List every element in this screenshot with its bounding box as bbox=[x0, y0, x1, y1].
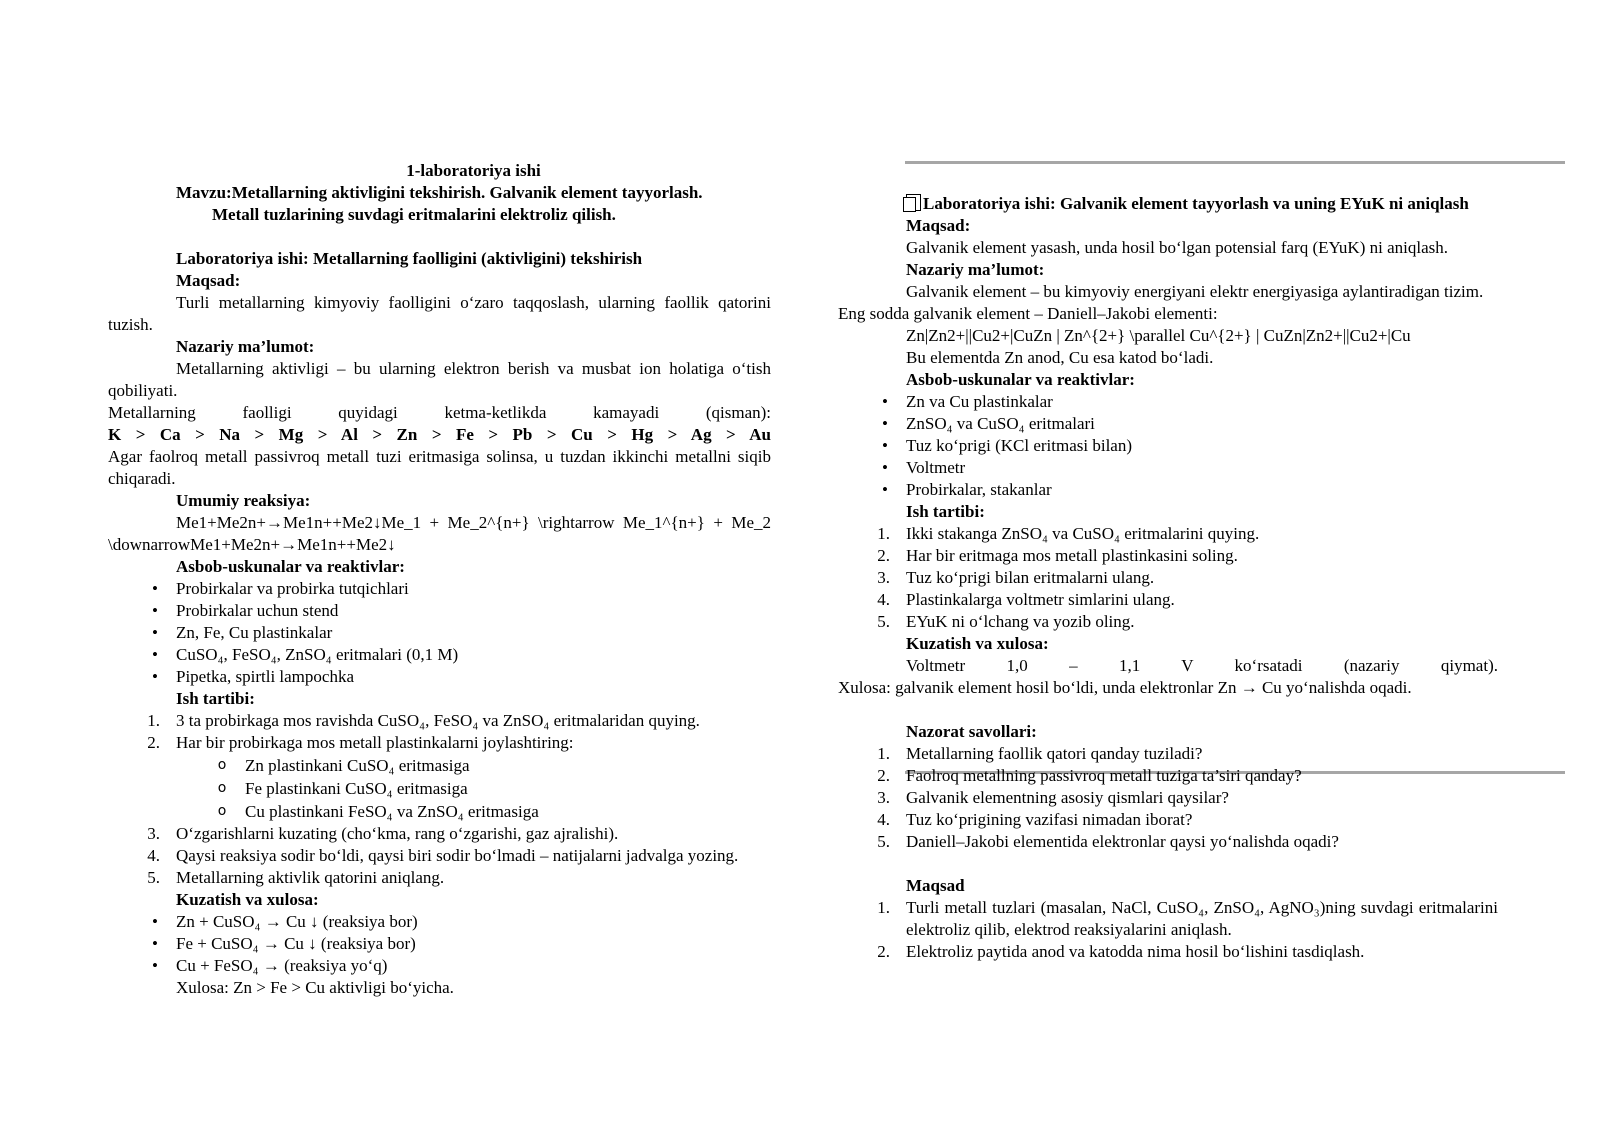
bullet-icon: • bbox=[882, 480, 888, 499]
procedure-list-continued bbox=[108, 823, 771, 889]
list-item: 4. Qaysi reaksiya sodir bo‘ldi, qaysi biri sodir bo‘lmadi – natijalarni jadvalga yozing. bbox=[147, 846, 739, 865]
list-item: 5. Metallarning aktivlik qatorini aniqlang. bbox=[147, 868, 445, 887]
list-item: • Voltmetr bbox=[838, 457, 1498, 479]
cell-notation: Zn|Zn2+||Cu2+|CuZn | Zn^{2+} \parallel Cu^{2+} | CuZn|Zn2+||Cu2+|Cu bbox=[906, 326, 1411, 345]
aim2-list bbox=[838, 897, 1498, 963]
topic-line-2: Metall tuzlarining suvdagi eritmalarini elektroliz qilish. bbox=[212, 205, 616, 224]
procedure-list bbox=[108, 710, 771, 754]
list-item: 3. Tuz ko‘prigi bilan eritmalarni ulang. bbox=[877, 568, 1155, 587]
bullet-icon: • bbox=[152, 601, 158, 620]
theory-paragraph-2: Eng sodda galvanik element – Daniell–Jakobi elementi: bbox=[838, 304, 1218, 323]
list-item: o Fe plastinkani CuSO₄ eritmasiga bbox=[108, 777, 771, 800]
list-item: o Zn plastinkani CuSO₄ eritmasiga bbox=[108, 754, 771, 777]
observation-line: Voltmetr 1,0 – 1,1 V ko‘rsatadi (nazariy qiymat). bbox=[906, 656, 1498, 675]
observation-list bbox=[108, 911, 771, 977]
equipment-list bbox=[838, 391, 1498, 501]
observation-heading: Kuzatish va xulosa: bbox=[906, 634, 1049, 653]
list-item: 1. Turli metall tuzlari (masalan, NaCl, CuSO₄, ZnSO₄, AgNO₃)ning suvdagi eritmalarini elektroliz qilib, elektrod reaksiyalarini aniqlash. bbox=[877, 898, 1498, 939]
galvanic-lab-heading: Laboratoriya ishi: Galvanik element tayyorlash va uning EYuK ni aniqlash bbox=[838, 193, 1498, 215]
list-item: 2. Elektroliz paytida anod va katodda nima hosil bo‘lishini tasdiqlash. bbox=[877, 942, 1365, 961]
list-item: 5. EYuK ni o‘lchang va yozib oling. bbox=[877, 612, 1135, 631]
bullet-icon: • bbox=[882, 458, 888, 477]
equipment-heading: Asbob-uskunalar va reaktivlar: bbox=[906, 370, 1135, 389]
aim-heading: Maqsad: bbox=[176, 271, 241, 290]
list-item: 2. Faolroq metallning passivroq metall tuziga ta’siri qanday? bbox=[877, 766, 1302, 785]
aim-text: Galvanik element yasash, unda hosil bo‘lgan potensial farq (EYuK) ni aniqlash. bbox=[906, 238, 1448, 257]
procedure-heading: Ish tartibi: bbox=[906, 502, 985, 521]
theory-paragraph-3: Bu elementda Zn anod, Cu esa katod bo‘ladi. bbox=[906, 348, 1214, 367]
list-item: 1. Metallarning faollik qatori qanday tuziladi? bbox=[877, 744, 1203, 763]
theory-paragraph-3: Agar faolroq metall passivroq metall tuzi eritmasiga solinsa, u tuzdan ikkinchi metallni siqib chiqaradi. bbox=[108, 447, 771, 488]
questions-heading: Nazorat savollari: bbox=[906, 722, 1037, 741]
list-item: • CuSO₄, FeSO₄, ZnSO₄ eritmalari (0,1 M) bbox=[108, 644, 771, 666]
observation-conclusion: Xulosa: galvanik element hosil bo‘ldi, unda elektronlar Zn → Cu yo‘nalishda oqadi. bbox=[838, 678, 1412, 697]
placement-list bbox=[108, 754, 771, 823]
bullet-icon: • bbox=[152, 956, 158, 975]
bullet-icon: • bbox=[152, 645, 158, 664]
list-item: 2. Har bir probirkaga mos metall plastinkalarni joylashtiring: bbox=[147, 733, 574, 752]
left-column bbox=[108, 160, 771, 999]
list-item: • Zn, Fe, Cu plastinkalar bbox=[108, 622, 771, 644]
list-item: • Fe + CuSO₄ → Cu ↓ (reaksiya bor) bbox=[108, 933, 771, 955]
list-item: • Tuz ko‘prigi (KCl eritmasi bilan) bbox=[838, 435, 1498, 457]
list-item: 1. Ikki stakanga ZnSO₄ va CuSO₄ eritmalarini quying. bbox=[877, 524, 1260, 543]
bullet-icon: • bbox=[152, 667, 158, 686]
bullet-icon: • bbox=[882, 436, 888, 455]
theory-heading: Nazariy ma’lumot: bbox=[906, 260, 1045, 279]
bullet-icon: • bbox=[152, 934, 158, 953]
aim2-heading: Maqsad bbox=[906, 876, 965, 895]
general-reaction: Me1+Me2n+→Me1n++Me2↓Me_1 + Me_2^{n+} \rightarrow Me_1^{n+} + Me_2 \downarrowMe1+Me2n+→Me1n++Me2↓ bbox=[108, 513, 771, 554]
topic-line-1: Mavzu:Metallarning aktivligini tekshirish. Galvanik element tayyorlash. bbox=[176, 183, 703, 202]
list-item: • Probirkalar va probirka tutqichlari bbox=[108, 578, 771, 600]
list-item: 4. Plastinkalarga voltmetr simlarini ulang. bbox=[877, 590, 1175, 609]
procedure-heading: Ish tartibi: bbox=[176, 689, 255, 708]
sub-bullet-icon: o bbox=[217, 803, 227, 819]
list-item: 4. Tuz ko‘prigining vazifasi nimadan iborat? bbox=[877, 810, 1193, 829]
procedure-list bbox=[838, 523, 1498, 633]
theory-heading: Nazariy ma’lumot: bbox=[176, 337, 315, 356]
list-item: • ZnSO₄ va CuSO₄ eritmalari bbox=[838, 413, 1498, 435]
sub-bullet-icon: o bbox=[217, 757, 227, 773]
bullet-icon: • bbox=[152, 623, 158, 642]
activity-series: K > Ca > Na > Mg > Al > Zn > Fe > Pb > Cu > Hg > Ag > Au bbox=[108, 425, 771, 444]
list-item: • Probirkalar uchun stend bbox=[108, 600, 771, 622]
theory-paragraph-2: Metallarning faolligi quyidagi ketma-ketlikda kamayadi (qisman): bbox=[108, 403, 771, 422]
bullet-icon: • bbox=[882, 392, 888, 411]
general-reaction-heading: Umumiy reaksiya: bbox=[176, 491, 311, 510]
list-item: • Zn va Cu plastinkalar bbox=[838, 391, 1498, 413]
equipment-list bbox=[108, 578, 771, 688]
top-rule bbox=[905, 161, 1565, 164]
bullet-icon: • bbox=[152, 579, 158, 598]
list-item: • Cu + FeSO₄ → (reaksiya yo‘q) bbox=[108, 955, 771, 977]
bullet-icon: • bbox=[882, 414, 888, 433]
aim-text: Turli metallarning kimyoviy faolligini o‘zaro taqqoslash, ularning faollik qatorini tuzish. bbox=[108, 293, 771, 334]
right-column bbox=[838, 193, 1498, 963]
lab-heading: Laboratoriya ishi: Metallarning faolligini (aktivligini) tekshirish bbox=[176, 249, 643, 268]
observation-heading: Kuzatish va xulosa: bbox=[176, 890, 319, 909]
list-item: 1. 3 ta probirkaga mos ravishda CuSO₄, FeSO₄ va ZnSO₄ eritmalaridan quying. bbox=[147, 711, 700, 730]
checkbox-icon bbox=[906, 194, 921, 211]
sub-bullet-icon: o bbox=[217, 780, 227, 796]
bullet-icon: • bbox=[152, 912, 158, 931]
list-item: • Pipetka, spirtli lampochka bbox=[108, 666, 771, 688]
list-item: 3. Galvanik elementning asosiy qismlari qaysilar? bbox=[877, 788, 1229, 807]
list-item: 2. Har bir eritmaga mos metall plastinkasini soling. bbox=[877, 546, 1238, 565]
list-item: 5. Daniell–Jakobi elementida elektronlar qaysi yo‘nalishda oqadi? bbox=[877, 832, 1339, 851]
list-item: • Probirkalar, stakanlar bbox=[838, 479, 1498, 501]
theory-paragraph-1: Metallarning aktivligi – bu ularning elektron berish va musbat ion holatiga o‘tish qobiliyati. bbox=[108, 359, 771, 400]
list-item: o Cu plastinkani FeSO₄ va ZnSO₄ eritmasiga bbox=[108, 800, 771, 823]
equipment-heading: Asbob-uskunalar va reaktivlar: bbox=[176, 557, 405, 576]
list-item: • Zn + CuSO₄ → Cu ↓ (reaksiya bor) bbox=[108, 911, 771, 933]
theory-paragraph-1: Galvanik element – bu kimyoviy energiyani elektr energiyasiga aylantiradigan tizim. bbox=[906, 282, 1484, 301]
document-title: 1-laboratoriya ishi bbox=[406, 161, 541, 180]
questions-list bbox=[838, 743, 1498, 853]
conclusion: Xulosa: Zn > Fe > Cu aktivligi bo‘yicha. bbox=[176, 978, 454, 997]
list-item: 3. O‘zgarishlarni kuzating (cho‘kma, rang o‘zgarishi, gaz ajralishi). bbox=[147, 824, 619, 843]
aim-heading: Maqsad: bbox=[906, 216, 971, 235]
